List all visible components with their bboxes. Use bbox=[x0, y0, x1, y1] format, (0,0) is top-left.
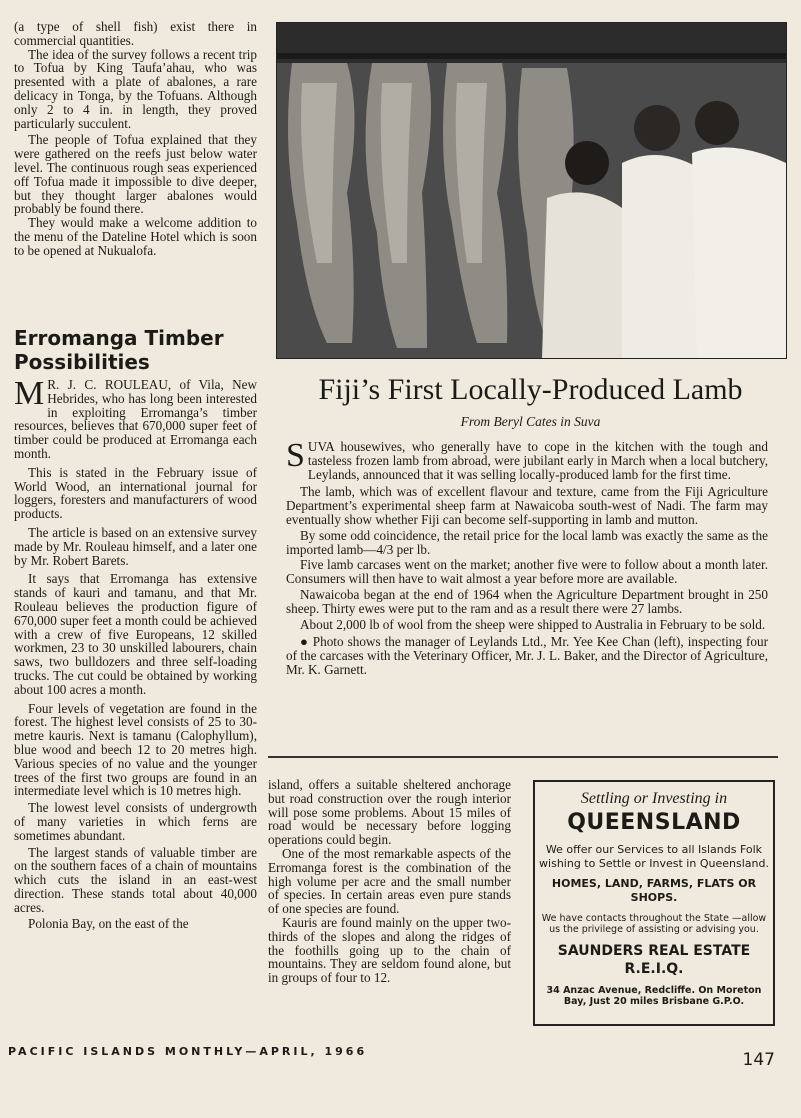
paragraph: Polonia Bay, on the east of the bbox=[28, 916, 189, 932]
paragraph: By some odd coincidence, the retail price for the local lamb was exactly the same as the imported lamb—4/3 per lb. bbox=[286, 527, 768, 557]
paragraph: The largest stands of valuable timber are on the southern faces of a chain of mountains which cuts the island in an east-west direction. These stands total about 40,000 acres. bbox=[14, 844, 257, 915]
erromanga-heading: Erromanga Timber Possibilities bbox=[14, 326, 224, 374]
paragraph: It says that Erromanga has extensive stands of kauri and tamanu, and that Mr. Rouleau believes the production figure of 670,000 super feet a month could be achieved with a crew of five Europeans, 12 skilled workmen, 23 to 30 unskilled labourers, chain saws, two bulldozers and three self-loading trucks. The cut could be obtained by working about 100 acres a month. bbox=[14, 571, 257, 697]
ad-contacts: We have contacts throughout the State —allow us the privilege of assisting or advising you. bbox=[541, 913, 767, 935]
photo-caption: ● Photo shows the manager of Leylands Ltd., Mr. Yee Kee Chan (left), inspecting four of the carcases with the Veterinary Officer, Mr. J. L. Baker, and the Director of Agriculture, Mr. K. Garnett. bbox=[286, 634, 768, 677]
byline: From Beryl Cates in Suva bbox=[460, 414, 601, 429]
paragraph: The article is based on an extensive survey made by Mr. Rouleau himself, and a later one by Mr. Robert Barets. bbox=[14, 524, 257, 568]
advertisement-queensland bbox=[533, 780, 775, 1026]
ad-accreditation: R.E.I.Q. bbox=[624, 961, 684, 977]
ad-services: HOMES, LAND, FARMS, FLATS OR SHOPS. bbox=[551, 877, 757, 904]
ad-tagline: Settling or Investing in bbox=[580, 790, 728, 807]
dropcap: M bbox=[14, 375, 45, 412]
paragraph: island, offers a suitable sheltered anchorage but road construction over the rough interior will pose some problems. About 15 miles of road would be necessary before logging operations could begin. bbox=[268, 777, 511, 848]
lead-paragraph: M R. J. C. ROULEAU, of Vila, New Hebrides, who has long been interested in exploiting Erromanga’s timber resources, believes that 670,000 super feet of timber could be produced at Erromanga each month. bbox=[14, 375, 257, 461]
dropcap: S bbox=[286, 437, 305, 474]
article-title: Fiji’s First Locally-Produced Lamb bbox=[318, 373, 743, 406]
ad-intro: We offer our Services to all Islands Folk wishing to Settle or Invest in Queensland. bbox=[539, 843, 769, 870]
divider bbox=[268, 756, 778, 758]
lead-paragraph: SUVA housewives, who generally have to cope in the kitchen with the tough and tasteless frozen lamb from abroad, were jubilant early in March when a local butchery, Leylands, announced that it was selling locally-produced lamb for the first time. bbox=[286, 437, 768, 482]
paragraph: The lamb, which was of excellent flavour and texture, came from the Fiji Agriculture Department’s experimental sheep farm at Nawaicoba south-west of Nadi. The farm may eventually show whether Fiji can become self-supporting in lamb and mutton. bbox=[286, 484, 768, 527]
paragraph: One of the most remarkable aspects of the Erromanga forest is the combination of the high volume per acre and the small number of species. In certain areas even pure stands of one species are found. bbox=[268, 845, 511, 917]
paragraph: Four levels of vegetation are found in the forest. The highest level consists of 25 to 30-metre kauris. Next is tamanu (Calophyllum), blue wood and beech 12 to 20 metres high. Various species of no value and the younger trees of the first two groups are found in an intermediate level which is 10 metres high. bbox=[14, 700, 257, 799]
photo-illustration bbox=[277, 23, 786, 358]
paragraph: Nawaicoba began at the end of 1964 when the Agriculture Department brought in 250 sheep. Thirty ewes were put to the ram and as a result there were 27 lambs. bbox=[286, 586, 768, 616]
erromanga-column-1 bbox=[14, 375, 257, 932]
page-number: 147 bbox=[742, 1050, 775, 1070]
paragraph: This is stated in the February issue of World Wood, an international journal for loggers, foresters and manufacturers of wood products. bbox=[14, 464, 257, 522]
paragraph: The idea of the survey follows a recent trip to Tofua by King Taufa’ahau, who was presented with a plate of abalones, a rare delicacy in Tonga, by the Tofuans. Although only 2 to 4 in. in length, they proved particularly succulent. bbox=[14, 46, 257, 131]
ad-headline: QUEENSLAND bbox=[567, 810, 741, 835]
ad-address: 34 Anzac Avenue, Redcliffe. On Moreton Bay, Just 20 miles Brisbane G.P.O. bbox=[546, 985, 762, 1007]
paragraph: Kauris are found mainly on the upper two-thirds of the slopes and along the ridges of the foothills going up to the chain of mountains. They are seldom found alone, but in groups of four to 12. bbox=[268, 914, 511, 986]
paragraph: (a type of shell fish) exist there in commercial quantities. bbox=[14, 19, 257, 48]
column-1-top bbox=[14, 20, 257, 258]
paragraph: The people of Tofua explained that they were gathered on the reefs just below water level. The continuous rough seas experienced off Tofua made it impossible to dive deeper, but they thought larger abalones would probably be found there. bbox=[14, 132, 257, 217]
photo-lamb-carcases bbox=[276, 22, 787, 359]
paragraph: They would make a welcome addition to the menu of the Dateline Hotel which is soon to be opened at Nukualofa. bbox=[14, 215, 257, 258]
fiji-article-body bbox=[286, 437, 768, 677]
paragraph: The lowest level consists of undergrowth of many varieties in which ferns are sometimes abundant. bbox=[14, 800, 257, 843]
paragraph: Five lamb carcases went on the market; another five were to follow about a month later. Consumers will then have to wait almost a year before more are available. bbox=[286, 557, 768, 587]
page-footer: PACIFIC ISLANDS MONTHLY—APRIL, 1966 bbox=[8, 1045, 368, 1058]
ad-company: SAUNDERS REAL ESTATE bbox=[557, 943, 751, 959]
erromanga-column-2 bbox=[268, 778, 511, 985]
paragraph: About 2,000 lb of wool from the sheep were shipped to Australia in February to be sold. bbox=[300, 616, 766, 632]
